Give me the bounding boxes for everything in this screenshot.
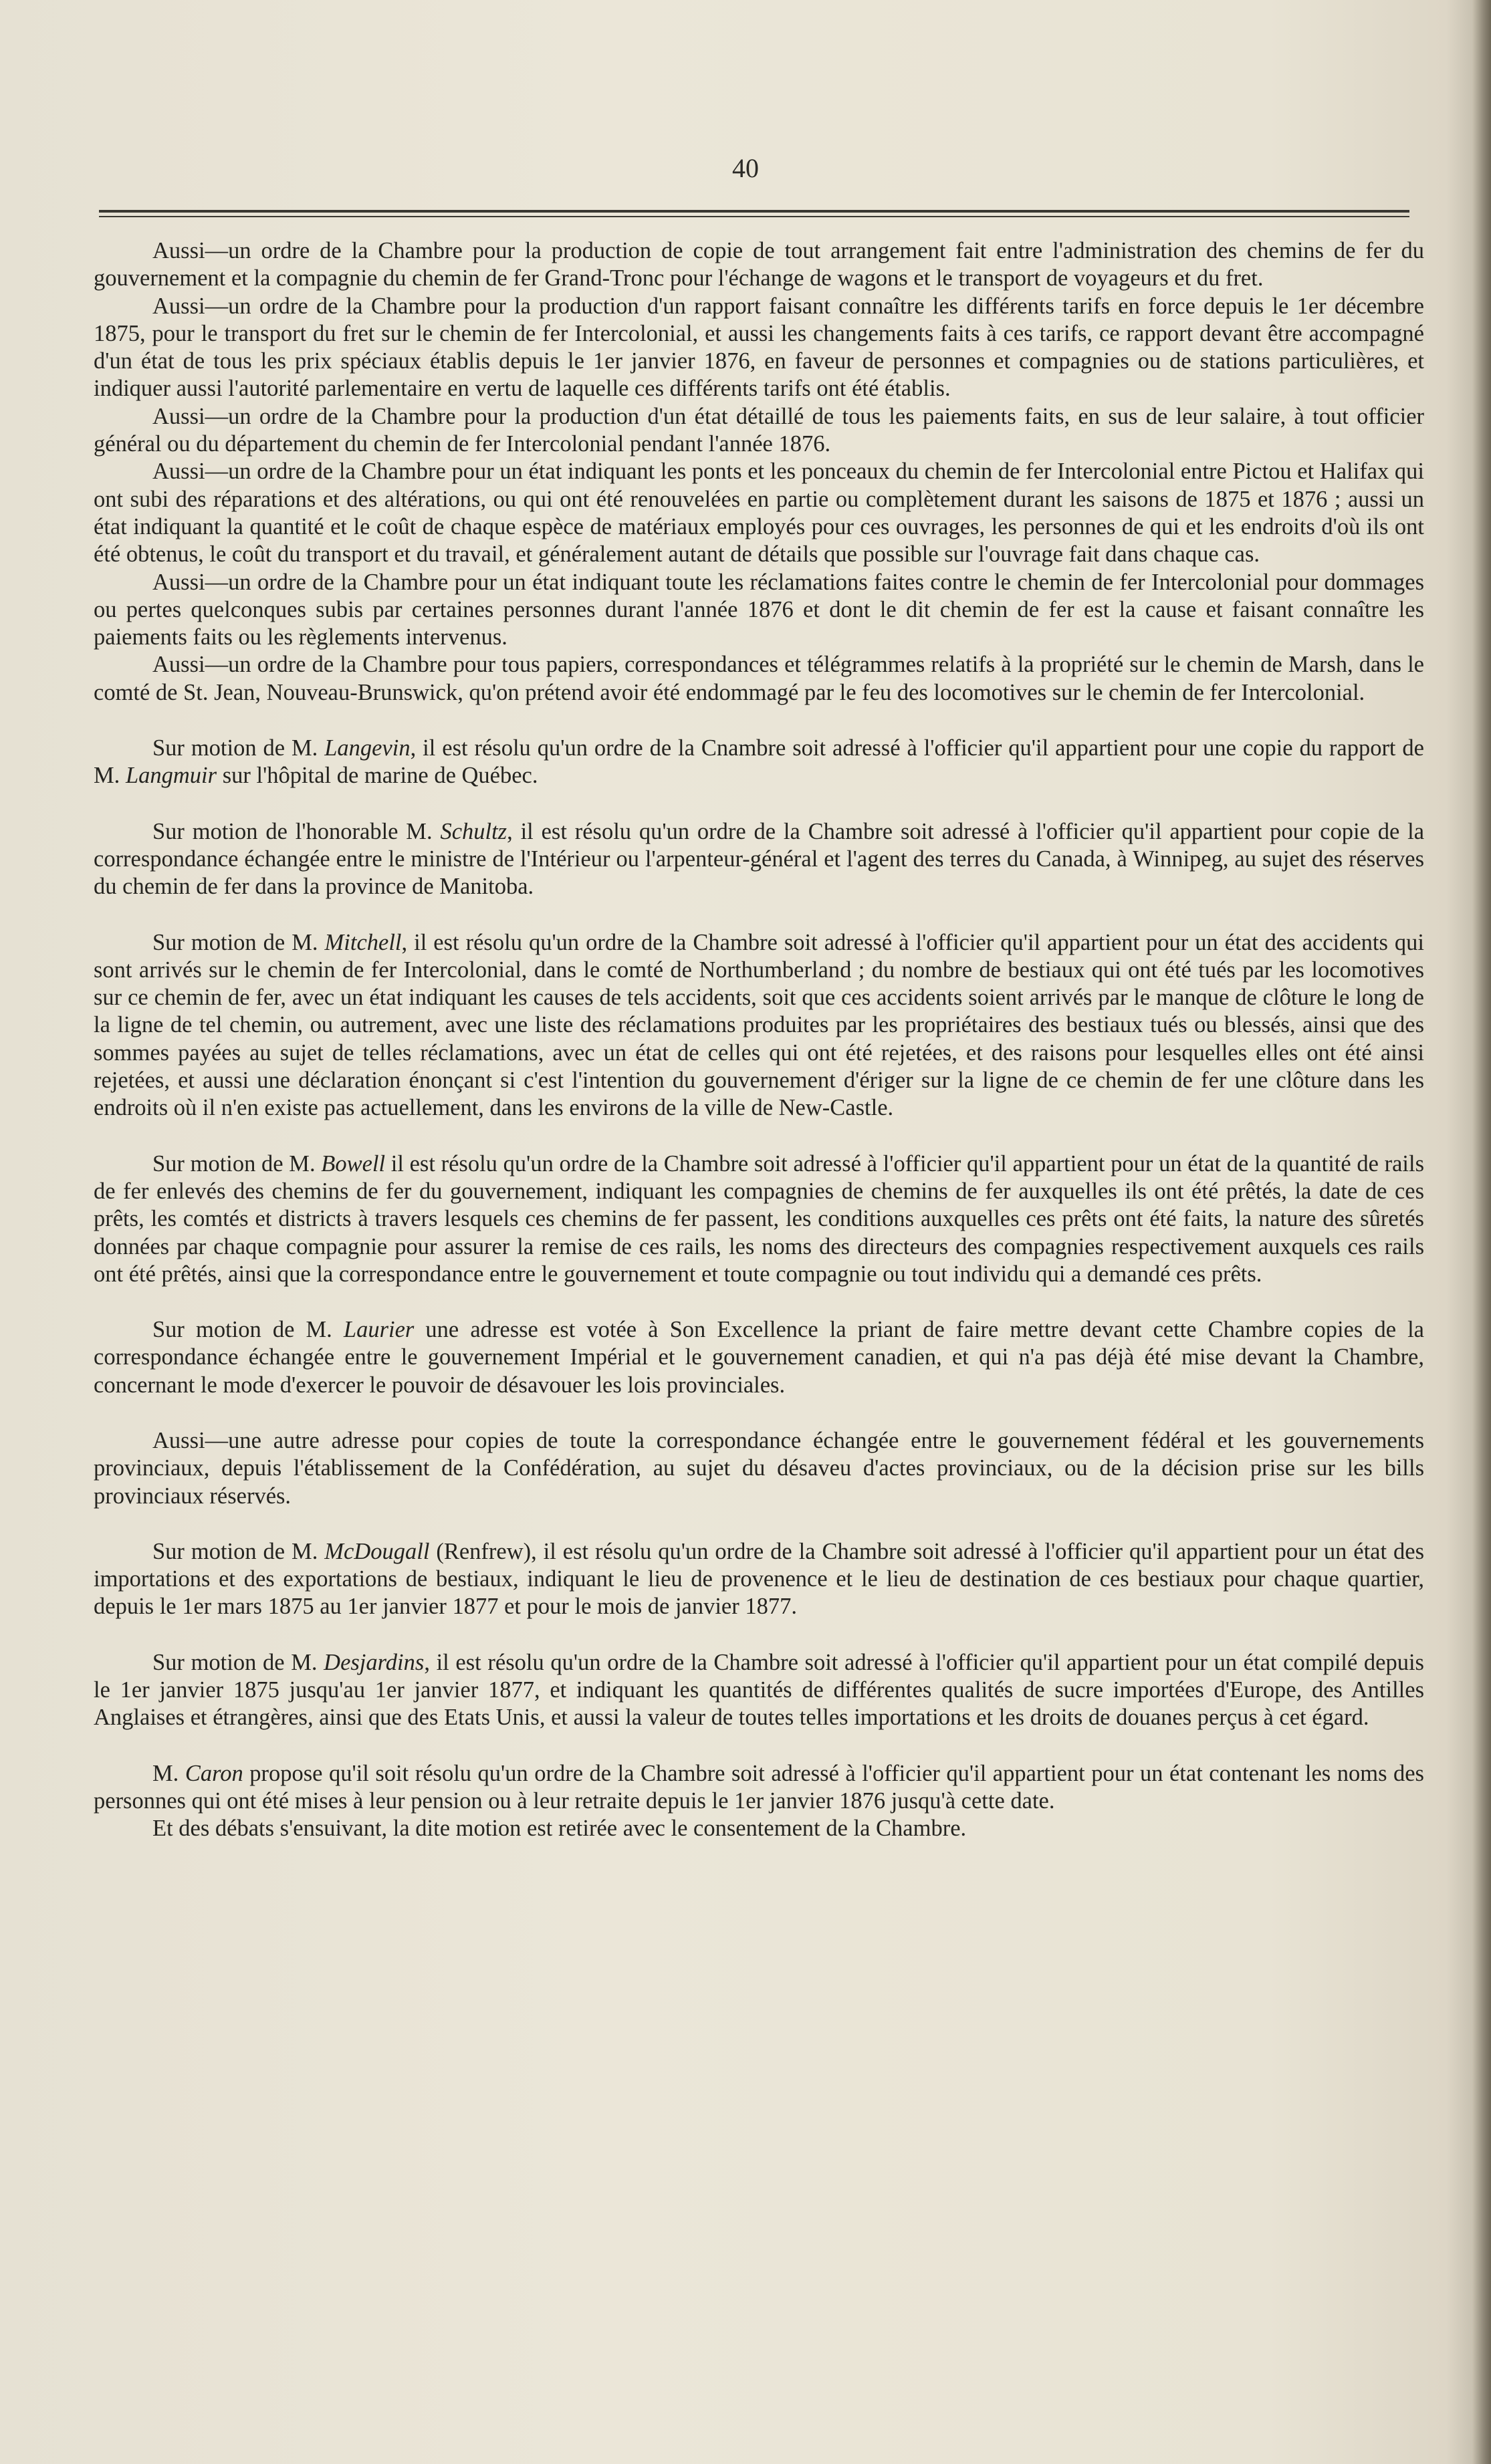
paragraph-text: Aussi—un ordre de la Chambre pour la production de copie de tout arrangement fait entre l'administration des chemins de fer du gouvernement et la compagnie du chemin de fer Grand-Tronc pour l'échange de wagons et le transport de voyageurs et du fret. (94, 238, 1424, 291)
paragraph (94, 735, 1424, 790)
paragraph-text: Et des débats s'ensuivant, la dite motion est retirée avec le consentement de la Chambre. (152, 1816, 967, 1842)
paragraph-text: , il est résolu qu'un ordre de la Chambre soit adressé à l'officier qu'il appartient pour un état des accidents qui sont arrivés sur le chemin de fer Intercolonial, dans le comté de Northumberland ; du nombre de bestiaux qui ont été tués par les locomotives sur ce chemin de fer, avec un état indiquant les causes de tels accidents, soit que ces accidents soient arrivés par le manque de clôture le long de la ligne de tel chemin, ou autrement, avec une liste des réclamations produites par les propriétaires des bestiaux tués ou blessés, ainsi que des sommes payées au sujet de telles réclamations, avec un état de celles qui ont été rejetées, et des raisons pour lesquelles elles ont été ainsi rejetées, et aussi une déclaration énonçant si c'est l'intention du gouvernement d'ériger sur la ligne de ce chemin de fer une clôture dans les endroits où il n'en existe pas actuellement, dans les environs de la ville de New-Castle. (94, 929, 1425, 1121)
paragraph-text: une adresse est votée à Son Excellence la priant de faire mettre devant cette Chambre copies de la correspondance échangée entre le gouvernement Impérial et le gouvernement canadien, et qui n'a pas déjà été mise devant la Chambre, concernant le mode d'exercer le pouvoir de désavouer les lois provinciales. (94, 1317, 1424, 1398)
paragraph (94, 458, 1424, 568)
paragraph (94, 569, 1424, 652)
paragraph (94, 1538, 1424, 1621)
page-edge-shadow (1472, 0, 1491, 2464)
paragraph (94, 1649, 1424, 1732)
paragraph (94, 237, 1424, 293)
paragraph-name: Langmuir (125, 763, 217, 789)
paragraph (94, 1150, 1424, 1288)
paragraph-name: Bowell (321, 1150, 386, 1177)
paragraph (94, 293, 1424, 403)
paragraph-text: Sur motion de M. (152, 929, 325, 955)
paragraph (94, 1316, 1424, 1399)
paragraph-text: , il est résolu qu'un ordre de la Chambre soit adressé à l'officier qu'il appartient pour un état compilé depuis le 1er janvier 1875 jusqu'au 1er janvier 1877, et indiquant les quantités de différentes qualités de sucre importées d'Europe, des Antilles Anglaises et étrangères, ainsi que des Etats Unis, et aussi la valeur de toutes telles importations et les droits de douanes perçus à cet égard. (94, 1649, 1424, 1731)
paragraph (94, 1760, 1424, 1816)
paragraph-text: Sur motion de M. (152, 1538, 325, 1564)
paragraph-text: il est résolu qu'un ordre de la Chambre soit adressé à l'officier qu'il appartient pour un état de la quantité de rails de fer enlevés des chemins de fer du gouvernement, indiquant les compagnies de chemins de fer auxquelles ils ont été prêtés, la date de ces prêts, les comtés et districts à travers lesquels ces chemins de fer passent, les conditions auxquelles ces prêts ont été faits, la nature des sûretés données par chaque compagnie pour assurer la remise de ces rails, les noms des directeurs des compagnies respectivement auxquels ces rails ont été prêtés, ainsi que la correspondance entre le gouvernement et toute compagnie ou tout individu qui a demandé ces prêts. (94, 1150, 1425, 1287)
header-rule-thin (99, 216, 1409, 217)
paragraph-name: Laurier (343, 1317, 415, 1343)
paragraph-text: Sur motion de M. (152, 735, 325, 761)
paragraph (94, 1427, 1424, 1510)
paragraph-text: , il est résolu qu'un ordre de la Chambre soit adressé à l'officier qu'il appartient pour copie de la correspondance échangée entre le ministre de l'Intérieur ou l'arpenteur-général et l'agent des terres du Canada, à Winnipeg, au sujet des réserves du chemin de fer dans la province de Manitoba. (94, 818, 1425, 900)
paragraph-name: Desjardins (324, 1649, 425, 1675)
paragraph (94, 818, 1424, 901)
paragraph-name: Schultz (440, 818, 507, 844)
paragraph-text: Aussi—un ordre de la Chambre pour la production d'un rapport faisant connaître les différents tarifs en force depuis le 1er décembre 1875, pour le transport du fret sur le chemin de fer Intercolonial, et aussi les changements faits à ces tarifs, ce rapport devant être accompagné d'un état de tous les prix spéciaux établis depuis le 1er janvier 1876, en faveur de personnes et compagnies ou de stations particulières, et indiquer aussi l'autorité parlementaire en vertu de laquelle ces différents tarifs ont été établis. (94, 293, 1424, 402)
paragraph-text: Sur motion de M. (152, 1317, 344, 1343)
paragraph-name: Langevin (324, 735, 411, 761)
page-number: 40 (732, 153, 759, 183)
paragraph-text: M. (152, 1760, 185, 1786)
paragraph-text: Aussi—une autre adresse pour copies de toute la correspondance échangée entre le gouvernement fédéral et les gouvernements provinciaux, depuis l'établissement de la Confédération, au sujet du désaveu d'actes provinciaux, ou de la décision prise sur les bills provinciaux réservés. (94, 1427, 1424, 1509)
paragraph-name: Caron (185, 1760, 243, 1786)
paragraph (94, 1815, 1424, 1842)
paragraph-text: sur l'hôpital de marine de Québec. (217, 763, 538, 789)
paragraph-name: McDougall (324, 1538, 430, 1564)
paragraph (94, 651, 1424, 707)
paragraph-text: Aussi—un ordre de la Chambre pour tous papiers, correspondances et télégrammes relatifs à la propriété sur le chemin de Marsh, dans le comté de St. Jean, Nouveau-Brunswick, qu'on prétend avoir été endommagé par le feu des locomotives sur le chemin de fer Intercolonial. (94, 652, 1424, 705)
paragraph-text: propose qu'il soit résolu qu'un ordre de la Chambre soit adressé à l'officier qu'il appartient pour un état contenant les noms des personnes qui ont été mises à leur pension ou à leur retraite depuis le 1er janvier 1876 jusqu'à cette date. (94, 1760, 1424, 1814)
paragraph-text: (Renfrew), il est résolu qu'un ordre de la Chambre soit adressé à l'officier qu'il appartient pour un état des importations et des exportations de bestiaux, indiquant le lieu de provenence et le lieu de destination de ces bestiaux pour chaque quartier, depuis le 1er mars 1875 au 1er janvier 1877 et pour le mois de janvier 1877. (94, 1538, 1424, 1620)
paragraph-text: Aussi—un ordre de la Chambre pour un état indiquant les ponts et les ponceaux du chemin de fer Intercolonial entre Pictou et Halifax qui ont subi des réparations et des altérations, ou qui ont été renouvelées en partie ou complètement durant les saisons de 1875 et 1876 ; aussi un état indiquant la quantité et le coût de chaque espèce de matériaux employés pour ces ouvrages, les personnes de qui et les endroits d'où ils ont été obtenus, le coût du transport et du travail, et généralement autant de détails que possible sur l'ouvrage fait dans chaque cas. (94, 459, 1424, 568)
paragraph-name: Mitchell (324, 929, 402, 955)
paragraph-text: Sur motion de l'honorable M. (152, 818, 441, 844)
paragraph-text: Sur motion de M. (152, 1150, 322, 1177)
paragraph (94, 403, 1424, 459)
paragraph-text: Aussi—un ordre de la Chambre pour la production d'un état détaillé de tous les paiements faits, en sus de leur salaire, à tout officier général ou du département du chemin de fer Intercolonial pendant l'année 1876. (94, 403, 1424, 457)
paragraph-text: Sur motion de M. (152, 1649, 324, 1675)
paragraph-text: , il est résolu qu'un ordre de la Cnambre soit adressé à l'officier qu'il appartient pour une copie du rapport de M. (94, 735, 1424, 789)
header-rule (99, 210, 1409, 213)
paragraph (94, 929, 1424, 1122)
paragraph-text: Aussi—un ordre de la Chambre pour un état indiquant toute les réclamations faites contre le chemin de fer Intercolonial pour dommages ou pertes quelconques subis par certaines personnes durant l'année 1876 et dont le dit chemin de fer est la cause et faisant connaître les paiements faits ou les règlements intervenus. (94, 569, 1424, 650)
document-body (94, 237, 1424, 1843)
